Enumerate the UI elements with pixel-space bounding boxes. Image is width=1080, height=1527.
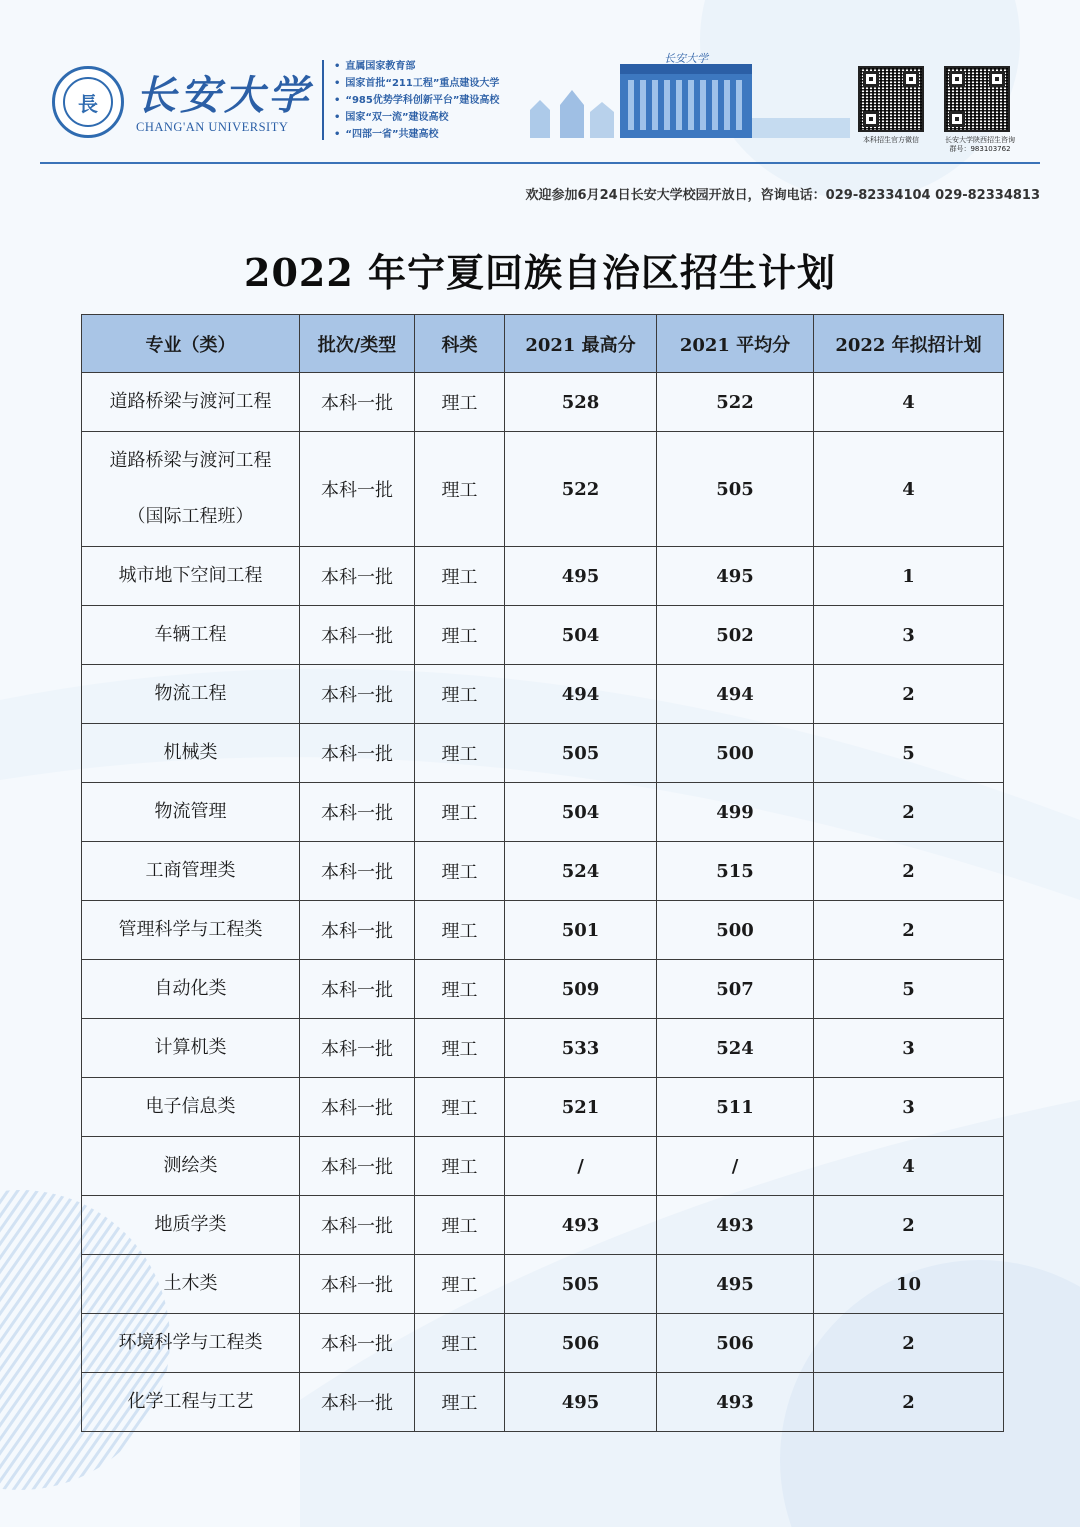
cell-max-score: 506 (505, 1314, 657, 1373)
cell-type: 理工 (415, 1078, 505, 1137)
cell-max-score: 504 (505, 783, 657, 842)
highlight-item: • “985优势学科创新平台”建设高校 (334, 92, 554, 109)
cell-major (82, 606, 300, 665)
header-rule (40, 162, 1040, 164)
cell-avg-score: 494 (657, 665, 814, 724)
page-header (0, 0, 1080, 210)
highlight-item: • 国家“双一流”建设高校 (334, 109, 554, 126)
cell-type: 理工 (415, 783, 505, 842)
cell-type: 理工 (415, 1255, 505, 1314)
table-row (82, 1137, 1004, 1196)
cell-type: 理工 (415, 1196, 505, 1255)
cell-type: 理工 (415, 1314, 505, 1373)
cell-type: 理工 (415, 373, 505, 432)
cell-avg-score: 515 (657, 842, 814, 901)
cell-major (82, 724, 300, 783)
major-name: 工商管理类 (145, 860, 236, 881)
group-qr-code-icon (944, 66, 1010, 132)
cell-type: 理工 (415, 960, 505, 1019)
cell-major (82, 665, 300, 724)
cell-batch: 本科一批 (300, 1314, 415, 1373)
qr1-caption: 本科招生官方微信 (863, 136, 919, 144)
table-row (82, 373, 1004, 432)
cell-type: 理工 (415, 842, 505, 901)
cell-type: 理工 (415, 1137, 505, 1196)
cell-plan: 4 (814, 1137, 1004, 1196)
contact-info: 欢迎参加6月24日长安大学校园开放日，咨询电话：029-82334104 029-82334813 (525, 188, 1040, 203)
major-name: 测绘类 (163, 1155, 218, 1176)
cell-max-score: 501 (505, 901, 657, 960)
table-row (82, 1314, 1004, 1373)
cell-avg-score: 500 (657, 724, 814, 783)
cell-avg-score: 506 (657, 1314, 814, 1373)
cell-major (82, 1019, 300, 1078)
major-name: 计算机类 (154, 1037, 227, 1058)
header-divider (322, 60, 324, 140)
table-row (82, 1019, 1004, 1078)
table-row (82, 901, 1004, 960)
cell-avg-score: / (657, 1137, 814, 1196)
cell-type: 理工 (415, 432, 505, 547)
cell-batch: 本科一批 (300, 432, 415, 547)
cell-max-score: 522 (505, 432, 657, 547)
major-name: 道路桥梁与渡河工程 (109, 391, 272, 412)
cell-batch: 本科一批 (300, 1255, 415, 1314)
cell-plan: 2 (814, 1196, 1004, 1255)
cell-avg-score: 495 (657, 547, 814, 606)
cell-plan: 1 (814, 547, 1004, 606)
cell-max-score: 494 (505, 665, 657, 724)
cell-major (82, 783, 300, 842)
table-row (82, 842, 1004, 901)
table-body (82, 373, 1004, 1432)
cell-avg-score: 502 (657, 606, 814, 665)
major-name: 土木类 (163, 1273, 218, 1294)
column-header-avg-score: 2021 平均分 (657, 315, 814, 373)
university-logo-en: CHANG'AN UNIVERSITY (136, 120, 289, 134)
cell-batch: 本科一批 (300, 901, 415, 960)
cell-major (82, 1255, 300, 1314)
cell-max-score: 505 (505, 724, 657, 783)
cell-batch: 本科一批 (300, 665, 415, 724)
cell-max-score: 533 (505, 1019, 657, 1078)
cell-major (82, 373, 300, 432)
cell-type: 理工 (415, 1019, 505, 1078)
column-header-major: 专业（类） (82, 315, 300, 373)
table-row (82, 1196, 1004, 1255)
column-header-max-score: 2021 最高分 (505, 315, 657, 373)
cell-plan: 2 (814, 783, 1004, 842)
cell-avg-score: 493 (657, 1373, 814, 1432)
cell-plan: 2 (814, 901, 1004, 960)
table-row (82, 606, 1004, 665)
cell-max-score: 509 (505, 960, 657, 1019)
cell-batch: 本科一批 (300, 783, 415, 842)
cell-major (82, 1137, 300, 1196)
cell-major (82, 1078, 300, 1137)
page-title: 2022 年宁夏回族自治区招生计划 (244, 250, 836, 295)
table-row (82, 960, 1004, 1019)
major-name: 城市地下空间工程 (118, 565, 263, 586)
major-name: 环境科学与工程类 (118, 1332, 263, 1353)
university-seal-icon: 長 (52, 66, 124, 138)
cell-type: 理工 (415, 724, 505, 783)
major-name: 管理科学与工程类 (118, 919, 263, 940)
column-header-type: 科类 (415, 315, 505, 373)
cell-type: 理工 (415, 901, 505, 960)
cell-major (82, 842, 300, 901)
highlight-item: • 直属国家教育部 (334, 58, 554, 75)
table-row (82, 432, 1004, 547)
cell-batch: 本科一批 (300, 724, 415, 783)
building-sign: 长安大学 (664, 52, 708, 65)
cell-avg-score: 507 (657, 960, 814, 1019)
cell-max-score: 528 (505, 373, 657, 432)
major-name: 物流工程 (154, 683, 227, 704)
cell-type: 理工 (415, 606, 505, 665)
table-row (82, 1078, 1004, 1137)
cell-plan: 10 (814, 1255, 1004, 1314)
cell-batch: 本科一批 (300, 547, 415, 606)
table-row (82, 547, 1004, 606)
cell-major (82, 901, 300, 960)
cell-plan: 3 (814, 1078, 1004, 1137)
cell-batch: 本科一批 (300, 1196, 415, 1255)
cell-max-score: 495 (505, 547, 657, 606)
wechat-qr-code-icon (858, 66, 924, 132)
major-name: 道路桥梁与渡河工程 (109, 450, 272, 471)
cell-max-score: 521 (505, 1078, 657, 1137)
cell-avg-score: 524 (657, 1019, 814, 1078)
cell-plan: 2 (814, 1373, 1004, 1432)
major-name: 机械类 (163, 742, 218, 763)
cell-avg-score: 500 (657, 901, 814, 960)
qr2-caption-line1: 长安大学陕西招生咨询 (945, 136, 1015, 144)
cell-batch: 本科一批 (300, 842, 415, 901)
cell-major (82, 960, 300, 1019)
cell-type: 理工 (415, 1373, 505, 1432)
cell-plan: 5 (814, 724, 1004, 783)
highlight-item: • “四部一省”共建高校 (334, 126, 554, 143)
major-name: 自动化类 (154, 978, 227, 999)
cell-avg-score: 511 (657, 1078, 814, 1137)
cell-batch: 本科一批 (300, 1078, 415, 1137)
table-header-row (82, 315, 1004, 373)
cell-major (82, 1314, 300, 1373)
cell-major (82, 432, 300, 547)
cell-major (82, 1373, 300, 1432)
cell-avg-score: 522 (657, 373, 814, 432)
cell-max-score: 493 (505, 1196, 657, 1255)
cell-batch: 本科一批 (300, 373, 415, 432)
cell-batch: 本科一批 (300, 1019, 415, 1078)
cell-plan: 5 (814, 960, 1004, 1019)
cell-type: 理工 (415, 547, 505, 606)
university-logo-cn: 长安大学 (136, 72, 312, 119)
table-row (82, 783, 1004, 842)
table-row (82, 665, 1004, 724)
cell-avg-score: 495 (657, 1255, 814, 1314)
cell-max-score: / (505, 1137, 657, 1196)
cell-plan: 4 (814, 373, 1004, 432)
cell-avg-score: 493 (657, 1196, 814, 1255)
table-row (82, 1373, 1004, 1432)
cell-max-score: 504 (505, 606, 657, 665)
major-name: 地质学类 (154, 1214, 227, 1235)
highlight-item: • 国家首批“211工程”重点建设大学 (334, 75, 554, 92)
column-header-plan: 2022 年拟招计划 (814, 315, 1004, 373)
major-note: （国际工程班） (127, 506, 254, 527)
major-name: 电子信息类 (145, 1096, 236, 1117)
qr2-caption-line2: 群号：983103762 (949, 145, 1011, 153)
cell-avg-score: 499 (657, 783, 814, 842)
campus-building-icon (520, 50, 850, 140)
cell-batch: 本科一批 (300, 960, 415, 1019)
cell-plan: 3 (814, 1019, 1004, 1078)
qr2-caption (930, 136, 1030, 154)
cell-plan: 2 (814, 665, 1004, 724)
cell-major (82, 547, 300, 606)
major-name: 化学工程与工艺 (127, 1391, 254, 1412)
cell-plan: 2 (814, 842, 1004, 901)
cell-major (82, 1196, 300, 1255)
cell-avg-score: 505 (657, 432, 814, 547)
cell-batch: 本科一批 (300, 606, 415, 665)
cell-max-score: 495 (505, 1373, 657, 1432)
table-row (82, 1255, 1004, 1314)
table-row (82, 724, 1004, 783)
cell-plan: 2 (814, 1314, 1004, 1373)
cell-batch: 本科一批 (300, 1373, 415, 1432)
cell-max-score: 524 (505, 842, 657, 901)
column-header-batch: 批次/类型 (300, 315, 415, 373)
major-name: 物流管理 (154, 801, 227, 822)
major-name: 车辆工程 (154, 624, 227, 645)
enrollment-plan-table (81, 314, 1004, 1432)
cell-max-score: 505 (505, 1255, 657, 1314)
cell-plan: 4 (814, 432, 1004, 547)
cell-type: 理工 (415, 665, 505, 724)
cell-plan: 3 (814, 606, 1004, 665)
cell-batch: 本科一批 (300, 1137, 415, 1196)
